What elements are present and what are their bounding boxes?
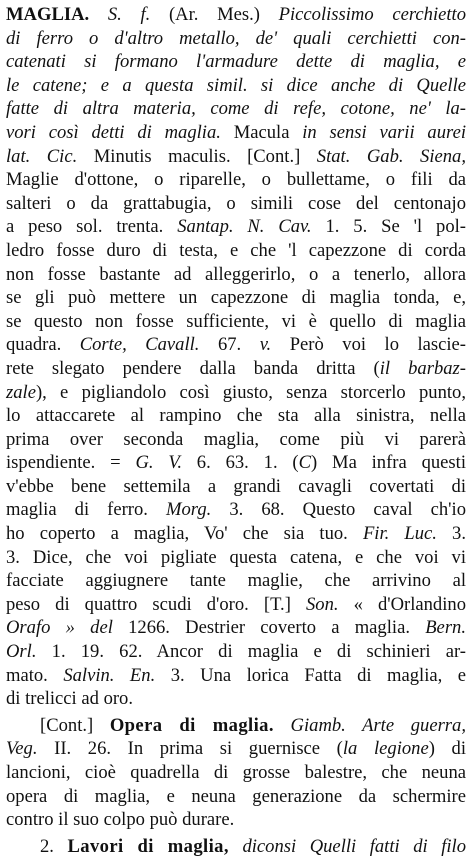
entry-text-line (6, 714, 466, 738)
text-segment: zale (6, 381, 36, 403)
text-segment: peso di quattro scudi d'oro. [T.] (6, 593, 306, 615)
text-segment: facciate aggiugnere tante maglie, che arrivino al (6, 570, 466, 592)
text-segment: fatte di altra materia, come di refe, cotone, ne' la- (6, 98, 466, 120)
entry-text-line (6, 97, 466, 121)
entry-text-line (6, 381, 466, 405)
text-segment: 2. (40, 835, 68, 857)
text-segment: Maglie d'ottone, o riparelle, o bullettame, o fili da (6, 169, 466, 191)
text-segment: in sensi varii aurei (302, 121, 466, 143)
entry-text-line (6, 737, 466, 761)
entry-text-line (6, 27, 466, 51)
text-segment: 3. Una lorica Fatta di maglia, e (155, 664, 466, 686)
text-segment: il barbaz- (379, 357, 466, 379)
entry-text-line (6, 3, 466, 27)
text-segment: non fosse bastante ad alleggerirlo, o a tenerlo, allora (6, 263, 466, 285)
text-segment: 1. 5. Se 'l pol- (311, 216, 466, 238)
entry-text-line (6, 761, 466, 785)
text-segment: vori così detti di maglia. (6, 121, 221, 143)
text-segment: lat. Cic. (6, 145, 78, 167)
text-segment: « d'Orlandino (338, 593, 466, 615)
entry-text-line (6, 263, 466, 287)
text-segment (229, 836, 243, 857)
text-segment: Macula (220, 121, 303, 143)
entry-text-line (6, 546, 466, 570)
text-segment: C (298, 452, 312, 474)
entry-text-line (6, 593, 466, 617)
text-segment: Morg. (166, 499, 212, 521)
entry-text-line (6, 687, 466, 711)
subheading: Lavori di maglia, (67, 835, 229, 857)
text-segment: [Cont.] (40, 714, 110, 736)
entry-text-line (6, 286, 466, 310)
text-segment: Son. (305, 593, 339, 615)
text-segment: catenati si formano l'armadure dette di maglia, e (6, 51, 466, 73)
text-segment: Però voi lo lascie- (271, 334, 466, 356)
text-segment: Minutis maculis. [Cont.] (77, 145, 317, 167)
text-segment: 6. 63. 1. ( (181, 452, 299, 474)
text-segment: 3. Dice, che voi pigliate questa catena, e che voi vi (6, 546, 466, 568)
text-segment: lancioni, cioè quadrella di grosse balestre, che neuna (6, 762, 466, 783)
text-segment: ), e pigliandolo così giusto, senza storcerlo punto, (35, 381, 466, 403)
text-segment: 1. 19. 62. Ancor di maglia e di schinieri ar- (36, 641, 466, 663)
text-segment: maglia di ferro. (6, 499, 166, 521)
text-segment: Stat. Gab. Siena, (316, 145, 466, 167)
entry-text-line (6, 785, 466, 809)
text-segment: Salvin. En. (63, 664, 156, 686)
text-segment: II. 26. In prima si guernisce ( (37, 738, 343, 760)
entry-text-line (6, 522, 466, 546)
entry-text-line (6, 192, 466, 216)
text-segment: lo attaccarete al rampino che sta alla sinistra, nella (6, 405, 466, 427)
text-segment: Corte, Cavall. (79, 334, 200, 356)
entry-text-line (6, 168, 466, 192)
text-segment: ho coperto a maglia, Vo' che sia tuo. (6, 523, 363, 545)
entry-text-line (6, 74, 466, 98)
text-segment: salteri o da grattabugia, o simili cose del centonajo (6, 192, 466, 214)
text-segment: G. V. (135, 452, 182, 474)
text-segment: di ferro o d'altro metallo, de' quali cerchietti con- (6, 27, 466, 49)
text-segment: v'ebbe bene settemila a grandi cavagli covertati di (6, 475, 466, 497)
text-segment: 67. (199, 334, 260, 356)
entry-text-line (6, 569, 466, 593)
entry-text-line (6, 475, 466, 499)
text-segment: Santap. N. Cav. (177, 216, 312, 238)
entry-text-line (6, 50, 466, 74)
text-segment: Orl. (6, 641, 37, 663)
entry-text-line (6, 215, 466, 239)
text-segment: del (74, 617, 113, 639)
text-segment: (Ar. Mes.) (150, 4, 279, 25)
entry-text-line (6, 498, 466, 522)
text-segment: se gli può mettere un capezzone di maglia tonda, e, (6, 287, 466, 309)
text-segment: ledro fosse duro di testa, e che 'l capezzone di corda (6, 239, 466, 261)
text-segment: Bern. (425, 617, 466, 639)
text-segment: 3. 68. Questo caval ch'io (211, 499, 466, 521)
entry-text-line (6, 808, 466, 832)
text-segment (274, 715, 291, 736)
entry-text-line (6, 664, 466, 688)
text-segment: la legione (342, 738, 429, 760)
entry-text-line (6, 451, 466, 475)
text-segment: Orafo » (6, 617, 75, 639)
text-segment: se questo non fosse sufficiente, vi è quello di maglia (6, 310, 466, 332)
text-segment: Piccolissimo cerchietto (278, 4, 466, 25)
text-segment: S. f. (107, 4, 151, 25)
text-segment: diconsi Quelli fatti di filo (242, 835, 466, 857)
text-segment: v. (259, 334, 272, 356)
headword: MAGLIA. (6, 4, 90, 25)
entry-text-line (6, 616, 466, 640)
text-segment: Fir. Luc. (362, 523, 437, 545)
entry-text-line (6, 145, 466, 169)
entry-text-line (6, 835, 466, 858)
entry-text-line (6, 310, 466, 334)
text-segment: ) di (428, 738, 467, 760)
entry-text-line (6, 239, 466, 263)
dictionary-entry-maglia (6, 3, 466, 858)
text-segment: Giamb. Arte guerra, (290, 714, 466, 736)
text-segment: di trelicci ad oro. (6, 688, 134, 710)
text-segment (89, 4, 108, 25)
text-segment: rete slegato pendere dalla banda dritta ( (6, 357, 380, 379)
text-segment: quadra. (6, 334, 80, 356)
entry-text-line (6, 640, 466, 664)
text-segment: Veg. (6, 738, 38, 760)
text-segment: ispendiente. = (6, 452, 136, 474)
entry-text-line (6, 121, 466, 145)
text-segment: le catene; e a questa simil. si dice anche di Quelle (6, 74, 466, 96)
subheading: Opera di maglia. (109, 714, 274, 736)
entry-text-line (6, 357, 466, 381)
text-segment: mato. (6, 664, 64, 686)
text-segment: opera di maglia, e neuna generazione da schermire (6, 785, 466, 807)
entry-text-line (6, 428, 466, 452)
text-segment: ) Ma infra questi (311, 452, 466, 474)
text-segment: a peso sol. trenta. (6, 216, 178, 238)
text-segment: 1266. Destrier coverto a maglia. (112, 617, 426, 639)
text-segment: prima over seconda maglia, come più vi parerà (6, 428, 466, 450)
text-segment: contro il suo colpo può durare. (6, 809, 235, 831)
text-segment: 3. (436, 523, 466, 545)
entry-text-line (6, 404, 466, 428)
entry-text-line (6, 333, 466, 357)
